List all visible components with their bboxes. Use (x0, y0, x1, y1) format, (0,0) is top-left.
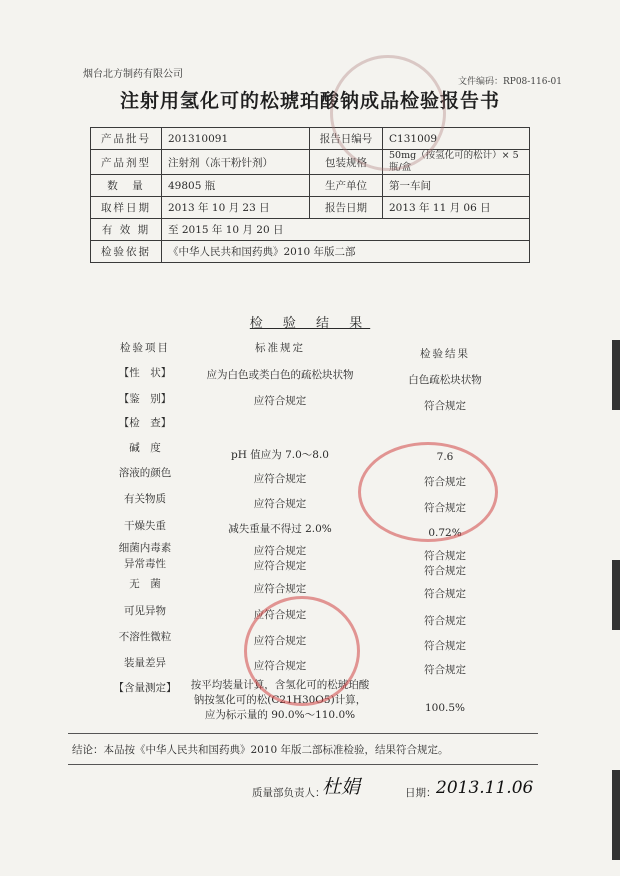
results-heading (0, 312, 620, 331)
scan-edge-mark (612, 340, 620, 410)
dosage-form-label: 产品剂型 (91, 150, 162, 175)
result-standard: 应符合规定 (253, 660, 307, 672)
info-row (91, 197, 530, 219)
result-value: 符合规定 (424, 588, 466, 600)
divider-line (68, 733, 538, 734)
result-standard: 应符合规定 (253, 545, 307, 557)
result-item: 【检 查】 (118, 417, 172, 429)
results-heading-text: 检 验 结 果 (249, 316, 371, 331)
result-standard: 应符合规定 (253, 635, 307, 647)
result-value: 0.72% (428, 527, 462, 539)
package-spec-value: 50mg（按氢化可的松计）× 5 瓶/盒 (383, 150, 530, 175)
product-info-table (90, 127, 530, 263)
result-value: 符合规定 (424, 565, 466, 577)
info-row (91, 241, 530, 263)
result-item: 不溶性微粒 (118, 631, 172, 643)
batch-label: 产品批号 (91, 128, 162, 150)
result-item: 溶液的颜色 (118, 467, 172, 479)
quality-seal-stamp (244, 596, 360, 706)
report-date-value: 2013 年 11 月 06 日 (383, 197, 530, 219)
column-header-standard: 标准规定 (255, 342, 305, 354)
company-seal-stamp (330, 55, 446, 171)
result-standard: 应符合规定 (253, 395, 307, 407)
report-date-label: 报告日期 (310, 197, 383, 219)
result-standard: 应符合规定 (253, 473, 307, 485)
scan-edge-mark (612, 770, 620, 860)
inspection-seal-stamp (358, 442, 498, 542)
result-item: 【鉴 别】 (118, 393, 172, 405)
result-value: 符合规定 (424, 664, 466, 676)
result-standard: 应符合规定 (253, 609, 307, 621)
info-row (91, 150, 530, 175)
quantity-label: 数 量 (91, 175, 162, 197)
validity-value: 至 2015 年 10 月 20 日 (162, 219, 530, 241)
basis-value: 《中华人民共和国药典》2010 年版二部 (162, 241, 530, 263)
conclusion-text: 结论：本品按《中华人民共和国药典》2010 年版二部标准检验，结果符合规定。 (72, 744, 449, 756)
result-standard: 应符合规定 (253, 498, 307, 510)
result-value: 符合规定 (424, 550, 466, 562)
result-value: 7.6 (436, 451, 454, 463)
result-standard: 应符合规定 (253, 583, 307, 595)
handwritten-date: 2013.11.06 (436, 778, 534, 798)
basis-label: 检验依据 (91, 241, 162, 263)
result-item: 【含量测定】 (113, 682, 177, 694)
result-value: 符合规定 (424, 502, 466, 514)
dosage-form-value: 注射剂（冻干粉针剂） (162, 150, 310, 175)
quantity-value: 49805 瓶 (162, 175, 310, 197)
date-label: 日期： (405, 787, 437, 799)
report-number-value: C131009 (383, 128, 530, 150)
scan-edge-mark (612, 560, 620, 630)
report-number-label: 报告日编号 (310, 128, 383, 150)
result-standard: 应符合规定 (253, 560, 307, 572)
document-number: 文件编码：RP08-116-01 (458, 77, 562, 87)
signature-name: 杜娟 (322, 776, 361, 798)
result-item: 细菌内毒素 (118, 542, 172, 554)
column-header-item: 检验项目 (120, 342, 170, 354)
result-value: 符合规定 (424, 400, 466, 412)
batch-value: 201310091 (162, 128, 310, 150)
result-standard: pH 值应为 7.0～8.0 (231, 449, 329, 461)
result-value: 符合规定 (424, 640, 466, 652)
production-unit-label: 生产单位 (310, 175, 383, 197)
result-value: 100.5% (424, 702, 466, 714)
result-item: 装量差异 (124, 657, 166, 669)
result-value: 符合规定 (424, 615, 466, 627)
result-item: 异常毒性 (124, 558, 166, 570)
divider-line (68, 764, 538, 765)
result-standard: 按平均装量计算，含氢化可的松琥珀酸钠按氢化可的松(C21H30O5)计算，应为标示量的 90.0%～110.0% (190, 679, 370, 721)
sampling-date-value: 2013 年 10 月 23 日 (162, 197, 310, 219)
result-standard: 减失重量不得过 2.0% (228, 523, 332, 535)
report-title: 注射用氢化可的松琥珀酸钠成品检验报告书 (119, 90, 500, 112)
result-item: 【性 状】 (118, 367, 172, 379)
result-item: 干燥失重 (124, 520, 166, 532)
info-row (91, 128, 530, 150)
result-item: 有关物质 (124, 493, 166, 505)
production-unit-value: 第一车间 (383, 175, 530, 197)
package-spec-label: 包装规格 (310, 150, 383, 175)
result-value: 符合规定 (424, 476, 466, 488)
result-item: 无 菌 (129, 578, 161, 590)
result-item: 可见异物 (124, 605, 166, 617)
quality-head-label: 质量部负责人： (252, 787, 326, 799)
company-name: 烟台北方制药有限公司 (83, 69, 183, 80)
result-value: 白色疏松块状物 (408, 374, 482, 386)
info-row (91, 175, 530, 197)
sampling-date-label: 取样日期 (91, 197, 162, 219)
column-header-result: 检验结果 (420, 348, 470, 360)
info-row (91, 219, 530, 241)
result-standard: 应为白色或类白色的疏松块状物 (206, 369, 354, 381)
validity-label: 有 效 期 (91, 219, 162, 241)
result-item: 碱 度 (129, 442, 161, 454)
